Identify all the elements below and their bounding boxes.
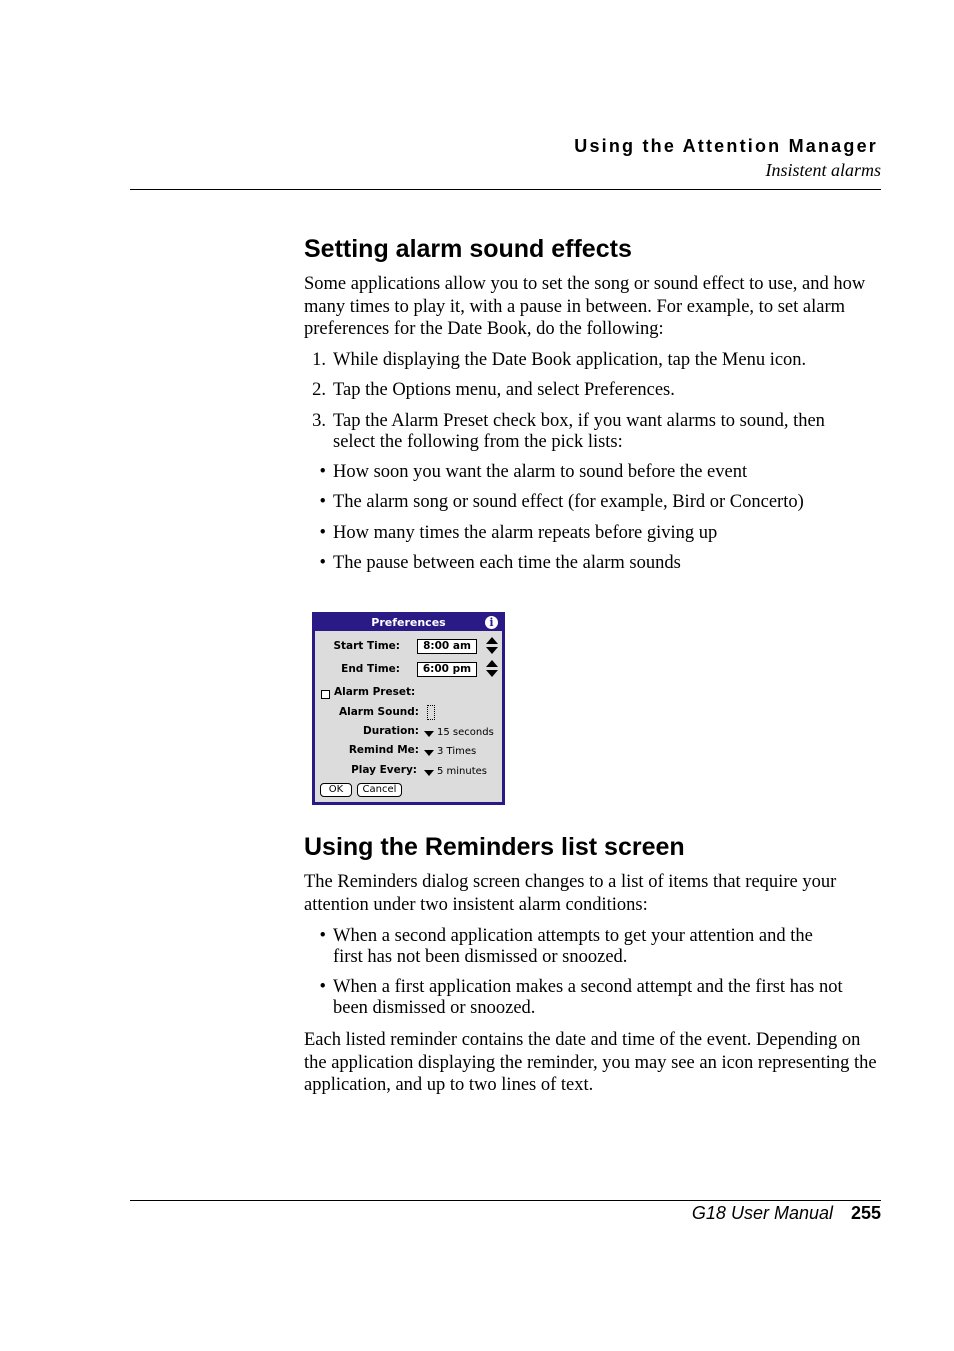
alarm-sound-label: Alarm Sound: (338, 706, 419, 718)
section1-intro: Some applications allow you to set the song or sound effect to use, and how many times to play it, with a pause in between. For example, to set alarm preferences for the Date Book, do the following: (304, 274, 866, 339)
bullet-marker: • (319, 523, 326, 543)
section2-closing: Each listed reminder contains the date and time of the event. Depending on the application displaying the reminder, you may see an icon representing the application, and up to two lines of text. (304, 1030, 877, 1095)
bullet-item (304, 977, 864, 1021)
duration-value[interactable]: 15 seconds (437, 727, 494, 738)
end-time-field[interactable]: 6:00 pm (417, 662, 477, 677)
duration-label: Duration: (363, 725, 419, 737)
bullet-item (304, 492, 864, 514)
bullet-text: When a second application attempts to get your attention and the first has not been dismissed or snoozed. (333, 926, 813, 967)
bullet-text: How many times the alarm repeats before giving up (333, 523, 718, 543)
ok-button[interactable]: OK (320, 783, 352, 797)
bullet-marker: • (319, 553, 326, 573)
end-time-down-arrow-icon[interactable] (486, 670, 498, 677)
cancel-button[interactable]: Cancel (357, 783, 402, 797)
bullet-item (304, 462, 864, 484)
play-every-dropdown-icon[interactable] (424, 770, 434, 776)
running-header-chapter: Using the Attention Manager (574, 136, 878, 156)
start-time-label: Start Time: (333, 640, 400, 652)
step-number: 3. (312, 411, 326, 431)
start-time-up-arrow-icon[interactable] (486, 637, 498, 644)
duration-dropdown-icon[interactable] (424, 731, 434, 737)
section-heading-reminders-list: Using the Reminders list screen (304, 833, 685, 861)
play-every-value[interactable]: 5 minutes (437, 766, 488, 777)
alarm-sound-picker[interactable] (427, 705, 435, 720)
bullet-item (304, 926, 864, 970)
step-text: While displaying the Date Book application, tap the Menu icon. (333, 350, 807, 370)
bullet-marker: • (319, 977, 326, 997)
bullet-text: How soon you want the alarm to sound before the event (333, 462, 748, 482)
step-item (304, 380, 864, 402)
step-text: Tap the Alarm Preset check box, if you want alarms to sound, then select the following from the pick lists: (333, 411, 825, 452)
remind-me-dropdown-icon[interactable] (424, 750, 434, 756)
bullet-text: The alarm song or sound effect (for example, Bird or Concerto) (333, 492, 804, 512)
step-text: Tap the Options menu, and select Preferences. (333, 380, 675, 400)
remind-me-value[interactable]: 3 Times (437, 746, 477, 757)
bullet-item (304, 553, 864, 575)
footer-rule (130, 1200, 881, 1201)
info-icon[interactable]: i (485, 616, 498, 629)
step-number: 1. (312, 350, 326, 370)
bullet-marker: • (319, 926, 326, 946)
bullet-item (304, 523, 864, 545)
play-every-label: Play Every: (351, 764, 417, 776)
alarm-preset-checkbox[interactable] (321, 690, 330, 699)
remind-me-label: Remind Me: (348, 744, 419, 756)
running-header-section: Insistent alarms (765, 160, 881, 180)
footer-manual-title: G18 User Manual (691, 1203, 833, 1223)
section-heading-alarm-sound: Setting alarm sound effects (304, 235, 632, 263)
step-item (304, 350, 864, 372)
end-time-up-arrow-icon[interactable] (486, 660, 498, 667)
dialog-title: Preferences (371, 616, 446, 629)
section2-intro: The Reminders dialog screen changes to a list of items that require your attention under two insistent alarm conditions: (304, 872, 837, 915)
alarm-preset-label: Alarm Preset: (334, 686, 416, 698)
start-time-down-arrow-icon[interactable] (486, 647, 498, 654)
header-rule (130, 189, 881, 190)
page-number: 255 (850, 1203, 881, 1223)
step-item (304, 411, 864, 455)
bullet-text: When a first application makes a second attempt and the first has not been dismissed or snoozed. (333, 977, 843, 1018)
start-time-field[interactable]: 8:00 am (417, 639, 477, 654)
end-time-label: End Time: (341, 663, 400, 675)
bullet-text: The pause between each time the alarm sounds (333, 553, 681, 573)
preferences-dialog (312, 612, 505, 805)
step-number: 2. (312, 380, 326, 400)
bullet-marker: • (319, 462, 326, 482)
bullet-marker: • (319, 492, 326, 512)
